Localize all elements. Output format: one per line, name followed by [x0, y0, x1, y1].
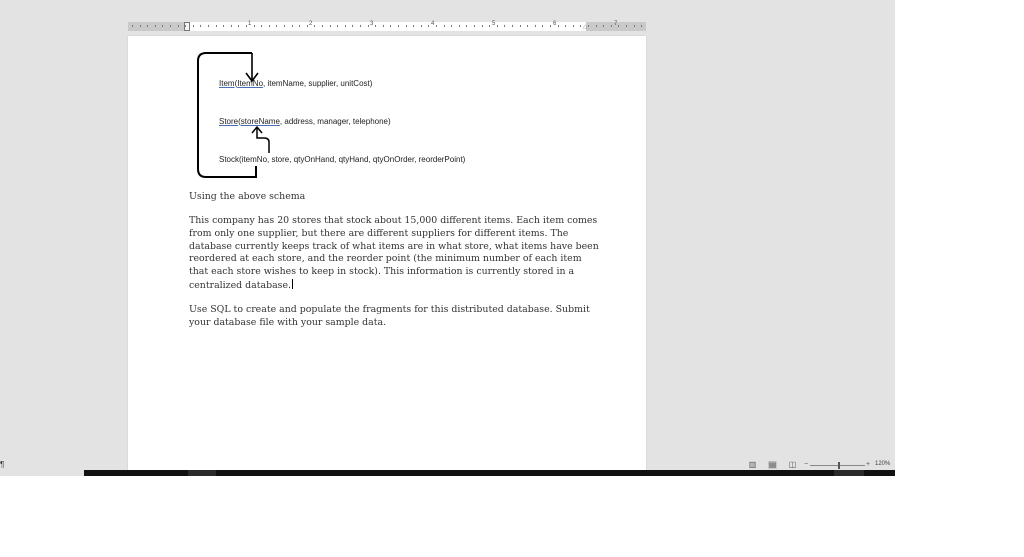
- ruler-tick: [550, 25, 551, 27]
- ruler-tick: [535, 25, 536, 27]
- zoom-out-button[interactable]: −: [804, 461, 809, 468]
- ruler-tick: [368, 25, 369, 27]
- task-text: Use SQL to create and populate the fragments for this distributed database. Submit your database file with your sample data.: [189, 304, 590, 328]
- ruler-tick: [185, 25, 186, 27]
- ruler-tick: [451, 25, 452, 27]
- ruler-tick: [398, 25, 399, 27]
- intro-text: Using the above schema: [189, 191, 306, 202]
- ruler-tick: [512, 25, 513, 27]
- ruler-tick: [208, 25, 209, 27]
- ruler-tick: [459, 25, 460, 27]
- ruler-tick: [504, 25, 505, 27]
- ruler-tick: [428, 25, 429, 27]
- ruler-tick: [269, 25, 270, 27]
- ruler-tick: [641, 25, 642, 27]
- ruler-tick: [383, 25, 384, 27]
- zoom-slider-thumb[interactable]: [838, 462, 840, 469]
- ruler-tick: [238, 25, 239, 27]
- ruler-tick: [573, 25, 574, 27]
- ruler-tick: [322, 25, 323, 27]
- ruler-tick: [246, 25, 247, 27]
- ruler-number: 2: [309, 21, 313, 27]
- ruler-tick: [489, 25, 490, 27]
- ruler-tick: [330, 25, 331, 27]
- item-table-name: Item: [219, 79, 235, 88]
- task-paragraph: [189, 304, 599, 330]
- ruler-number: 1: [248, 21, 252, 27]
- ruler-number: 6: [553, 21, 557, 27]
- item-primary-key: ItemNo: [237, 79, 264, 88]
- ruler-tick: [390, 25, 391, 27]
- ruler-tick: [307, 25, 308, 27]
- schema-stock: [219, 155, 465, 164]
- store-columns: , address, manager, telephone): [279, 117, 391, 126]
- right-indent-marker[interactable]: ⌂: [583, 24, 588, 31]
- web-layout-icon[interactable]: ◫: [788, 460, 797, 469]
- taskbar-item[interactable]: [834, 470, 864, 476]
- ruler-tick: [254, 25, 255, 27]
- print-layout-icon[interactable]: ▤: [768, 460, 777, 469]
- ruler-tick: [497, 25, 498, 27]
- ruler-tick: [580, 25, 581, 27]
- status-left-glyph: ¶: [0, 460, 5, 469]
- ruler-tick: [299, 25, 300, 27]
- ruler-tick: [436, 25, 437, 27]
- ruler-number: 4: [431, 21, 435, 27]
- ruler-tick: [375, 25, 376, 27]
- relationship-arrows: [128, 36, 646, 236]
- ruler-tick: [520, 25, 521, 27]
- document-page[interactable]: [128, 36, 646, 476]
- ruler-tick: [292, 25, 293, 27]
- ruler-tick: [527, 25, 528, 27]
- store-table-name: Store: [219, 117, 239, 126]
- ruler-tick: [603, 25, 604, 27]
- ruler-tick: [634, 25, 635, 27]
- ruler-tick: [421, 25, 422, 27]
- ruler-tick: [466, 25, 467, 27]
- horizontal-ruler[interactable]: [128, 22, 646, 31]
- taskbar-item[interactable]: [188, 470, 216, 476]
- ruler-number: 7: [614, 21, 618, 27]
- ruler-tick: [345, 25, 346, 27]
- description-text: This company has 20 stores that stock about 15,000 different items. Each item comes from only one supplier, but there are different suppliers for different items. The database currently keeps track of what items are in what store, what items have been reordered at each store, and the reorder point (the minimum number of each item that each store wishes to keep in stock). This information is currently stored in a centralized database.: [189, 215, 599, 291]
- ruler-tick: [155, 25, 156, 27]
- ruler-number: 5: [492, 21, 496, 27]
- ruler-tick: [482, 25, 483, 27]
- ruler-tick: [276, 25, 277, 27]
- item-columns: , itemName, supplier, unitCost): [263, 79, 373, 88]
- store-primary-key: storeName: [240, 117, 280, 126]
- zoom-in-button[interactable]: +: [866, 461, 871, 468]
- ruler-tick: [588, 25, 589, 27]
- ruler-tick: [132, 25, 133, 27]
- ruler-tick: [626, 25, 627, 27]
- ruler-tick: [178, 25, 179, 27]
- description-paragraph: [189, 215, 599, 293]
- store-link-line: [257, 128, 269, 153]
- ruler-tick: [147, 25, 148, 27]
- ruler-tick: [444, 25, 445, 27]
- ruler-tick: [140, 25, 141, 27]
- stock-table-definition: Stock(itemNo, store, qtyOnHand, qtyHand, qtyOnOrder, reorderPoint): [219, 155, 466, 164]
- text-cursor: [292, 279, 293, 289]
- ruler-tick: [162, 25, 163, 27]
- ruler-tick: [193, 25, 194, 27]
- ruler-tick: [596, 25, 597, 27]
- ruler-tick: [200, 25, 201, 27]
- ruler-tick: [611, 25, 612, 27]
- ruler-tick: [558, 25, 559, 27]
- ruler-tick: [284, 25, 285, 27]
- ruler-tick: [542, 25, 543, 27]
- ruler-tick: [231, 25, 232, 27]
- ruler-number: 3: [370, 21, 374, 27]
- ruler-tick: [618, 25, 619, 27]
- ruler-tick: [565, 25, 566, 27]
- ruler-tick: [352, 25, 353, 27]
- ruler-tick: [170, 25, 171, 27]
- ruler-tick: [413, 25, 414, 27]
- zoom-level[interactable]: 120%: [875, 461, 891, 467]
- read-mode-icon[interactable]: ▥: [748, 460, 757, 469]
- ruler-tick: [360, 25, 361, 27]
- ruler-tick: [337, 25, 338, 27]
- taskbar: [84, 470, 895, 476]
- intro-line: [189, 191, 599, 204]
- schema-store: Store(storeName, address, manager, telephone): [219, 117, 391, 126]
- ruler-tick: [314, 25, 315, 27]
- schema-item: Item(ItemNo, itemName, supplier, unitCost): [219, 79, 373, 88]
- ruler-tick: [474, 25, 475, 27]
- ruler-tick: [406, 25, 407, 27]
- ruler-tick: [216, 25, 217, 27]
- ruler-tick: [261, 25, 262, 27]
- ruler-tick: [223, 25, 224, 27]
- store-arrowhead: [252, 127, 262, 133]
